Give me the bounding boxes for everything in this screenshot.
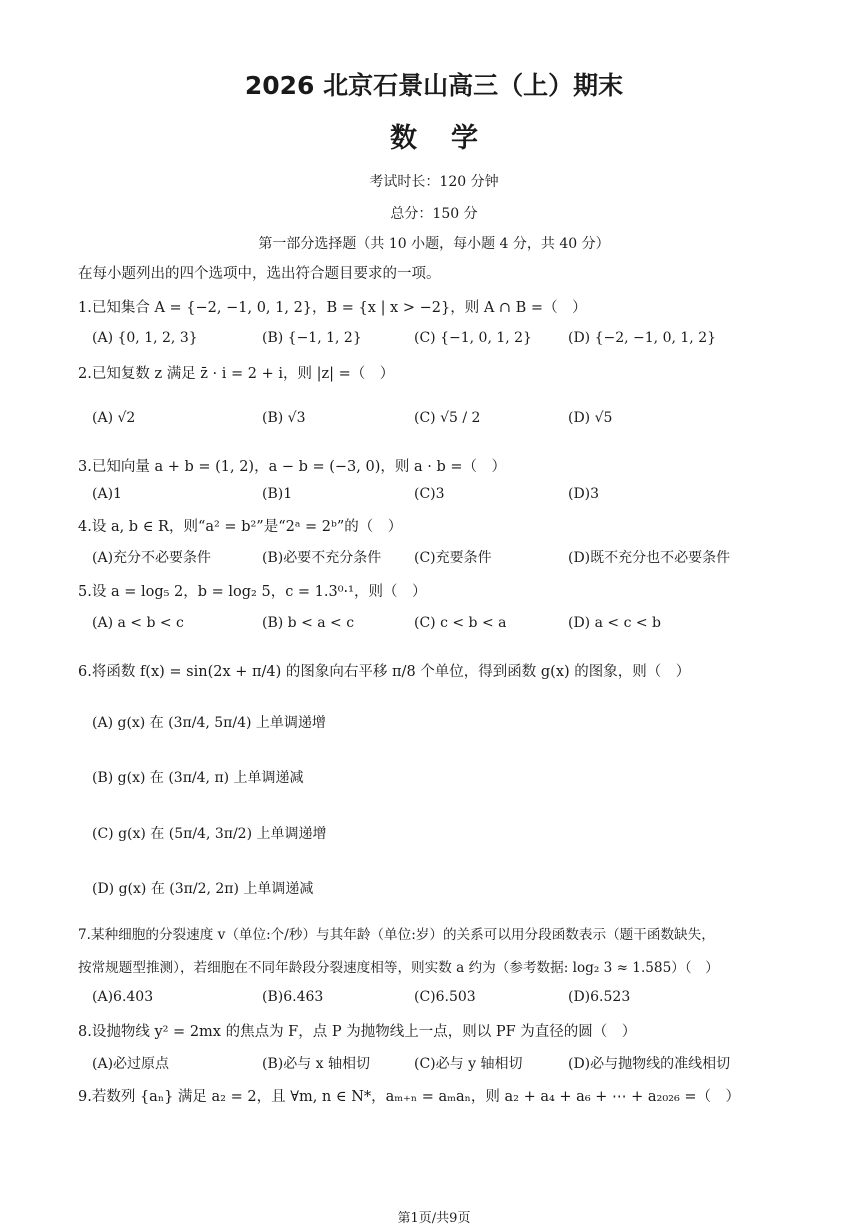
question-5-option-c: (C) c < b < a — [414, 615, 507, 631]
question-1-option-c: (C) {−1, 0, 1, 2} — [414, 330, 532, 346]
question-1-stem: 1.已知集合 A = {−2, −1, 0, 1, 2}，B = {x | x > −2}，则 A ∩ B =（ ） — [78, 300, 587, 316]
question-2-option-c: (C) √5 / 2 — [414, 410, 481, 426]
question-6-option-a: (A) g(x) 在 (3π/4, 5π/4) 上单调递增 — [92, 715, 326, 731]
question-2-option-a: (A) √2 — [92, 410, 136, 426]
question-1-option-d: (D) {−2, −1, 0, 1, 2} — [568, 330, 717, 346]
question-7-stem-continued: 按常规题型推测），若细胞在不同年龄段分裂速度相等，则实数 a 约为（参考数据: log₂ 3 ≈ 1.585）（ ） — [78, 960, 719, 976]
question-8-option-a: (A)必过原点 — [92, 1056, 170, 1072]
question-3-option-c: (C)3 — [414, 486, 445, 502]
question-9-stem: 9.若数列 {aₙ} 满足 a₂ = 2，且 ∀m, n ∈ N*，aₘ₊ₙ = aₘaₙ，则 a₂ + a₄ + a₆ + ⋯ + a₂₀₂₆ =（ ） — [78, 1089, 741, 1105]
question-6-option-d: (D) g(x) 在 (3π/2, 2π) 上单调递减 — [92, 881, 314, 897]
question-2-option-d: (D) √5 — [568, 410, 613, 426]
question-4-stem: 4.设 a, b ∈ R，则“a² = b²”是“2ᵃ = 2ᵇ”的（ ） — [78, 519, 403, 535]
question-2-stem: 2.已知复数 z 满足 z̄ · i = 2 + i，则 |z| =（ ） — [78, 366, 395, 382]
question-7-option-a: (A)6.403 — [92, 989, 154, 1005]
question-7-stem: 7.某种细胞的分裂速度 v（单位:个/秒）与其年龄（单位:岁）的关系可以用分段函数表示（题干函数缺失， — [78, 927, 715, 943]
question-4-option-a: (A)充分不必要条件 — [92, 550, 212, 566]
question-3-option-a: (A)1 — [92, 486, 122, 502]
question-7-option-b: (B)6.463 — [262, 989, 324, 1005]
section-heading: 第一部分选择题（共 10 小题，每小题 4 分，共 40 分） — [258, 236, 610, 252]
question-7-option-d: (D)6.523 — [568, 989, 631, 1005]
question-6-option-c: (C) g(x) 在 (5π/4, 3π/2) 上单调递增 — [92, 826, 327, 842]
question-5-option-b: (B) b < a < c — [262, 615, 355, 631]
exam-duration: 考试时长：120 分钟 — [369, 174, 499, 190]
question-8-option-c: (C)必与 y 轴相切 — [414, 1056, 523, 1072]
subject-title: 数学 — [390, 123, 512, 154]
question-3-option-b: (B)1 — [262, 486, 293, 502]
question-4-option-c: (C)充要条件 — [414, 550, 492, 566]
question-5-stem: 5.设 a = log₅ 2，b = log₂ 5，c = 1.3⁰·¹，则（ ） — [78, 584, 427, 600]
question-6-stem: 6.将函数 f(x) = sin(2x + π/4) 的图象向右平移 π/8 个单位，得到函数 g(x) 的图象，则（ ） — [78, 664, 691, 680]
question-1-option-a: (A) {0, 1, 2, 3} — [92, 330, 198, 346]
question-7-option-c: (C)6.503 — [414, 989, 476, 1005]
question-8-stem: 8.设抛物线 y² = 2mx 的焦点为 F，点 P 为抛物线上一点，则以 PF 为直径的圆（ ） — [78, 1024, 637, 1040]
question-3-option-d: (D)3 — [568, 486, 600, 502]
question-4-option-d: (D)既不充分也不必要条件 — [568, 550, 731, 566]
question-3-stem: 3.已知向量 a + b = (1, 2)，a − b = (−3, 0)，则 a · b =（ ） — [78, 459, 507, 475]
question-1-option-b: (B) {−1, 1, 2} — [262, 330, 362, 346]
question-8-option-b: (B)必与 x 轴相切 — [262, 1056, 371, 1072]
question-2-option-b: (B) √3 — [262, 410, 306, 426]
page-number: 第1页/共9页 — [397, 1211, 471, 1226]
question-6-option-b: (B) g(x) 在 (3π/4, π) 上单调递减 — [92, 770, 304, 786]
question-5-option-d: (D) a < c < b — [568, 615, 662, 631]
question-4-option-b: (B)必要不充分条件 — [262, 550, 382, 566]
instruction-text: 在每小题列出的四个选项中，选出符合题目要求的一项。 — [78, 266, 441, 282]
question-5-option-a: (A) a < b < c — [92, 615, 184, 631]
total-score: 总分：150 分 — [390, 206, 478, 222]
question-8-option-d: (D)必与抛物线的准线相切 — [568, 1056, 731, 1072]
exam-title: 2026 北京石景山高三（上）期末 — [244, 71, 624, 100]
